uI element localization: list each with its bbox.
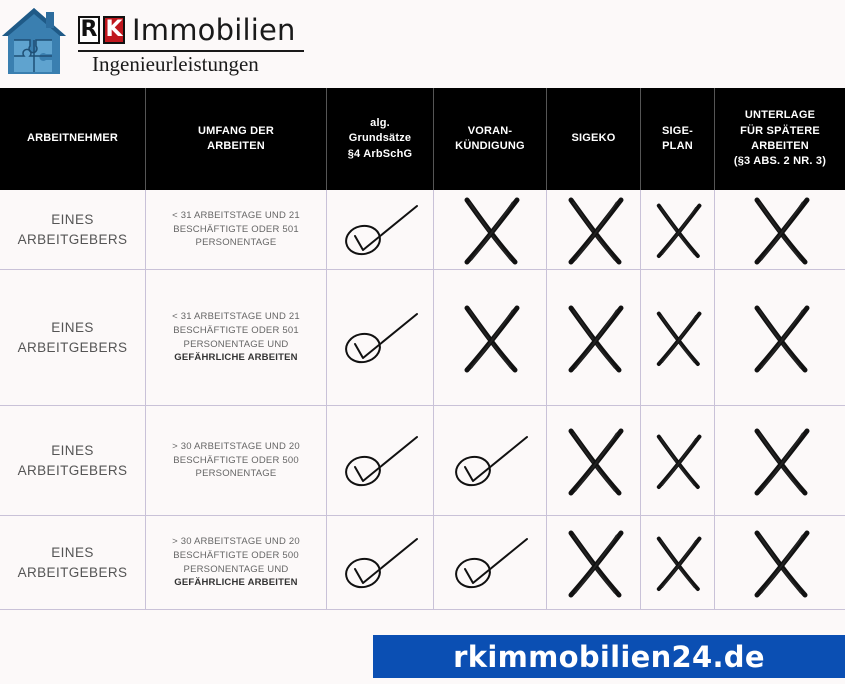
check-mark-icon — [335, 298, 425, 378]
cross-cell — [434, 190, 547, 269]
cross-cell — [641, 516, 715, 609]
check-mark-icon — [335, 523, 425, 603]
scope-text: > 30 ARBEITSTAGE UND 20 BESCHÄFTIGTE ODER 500 PERSONENTAGE UND — [172, 535, 300, 575]
table-header — [0, 88, 845, 190]
cross-mark-icon — [445, 190, 535, 270]
table-row — [0, 406, 845, 516]
check-cell — [327, 406, 434, 515]
table-body — [0, 190, 845, 610]
cross-mark-icon — [549, 421, 639, 501]
scope-bold-text: GEFÄHRLICHE ARBEITEN — [174, 352, 298, 364]
scope-text: < 31 ARBEITSTAGE UND 21 BESCHÄFTIGTE ODER 501 PERSONENTAGE — [172, 209, 300, 249]
logo-brand-name: Immobilien — [132, 13, 296, 47]
check-cell — [434, 516, 547, 609]
scope-text: < 31 ARBEITSTAGE UND 21 BESCHÄFTIGTE ODER 501 PERSONENTAGE UND — [172, 310, 300, 350]
table-row — [0, 270, 845, 406]
check-cell — [327, 270, 434, 405]
table-row — [0, 190, 845, 270]
scope-cell — [146, 190, 327, 269]
cross-cell — [547, 406, 641, 515]
scope-cell — [146, 406, 327, 515]
cross-mark-icon — [735, 523, 825, 603]
scope-text: > 30 ARBEITSTAGE UND 20 BESCHÄFTIGTE ODER 500 PERSONENTAGE — [172, 440, 300, 480]
cross-cell — [547, 516, 641, 609]
header-vorankuendigung: VORAN- KÜNDIGUNG — [434, 88, 547, 190]
cross-cell — [434, 270, 547, 405]
website-banner[interactable]: rkimmobilien24.de — [373, 635, 845, 678]
check-mark-icon — [445, 523, 535, 603]
check-cell — [434, 406, 547, 515]
scope-cell — [146, 516, 327, 609]
check-mark-icon — [335, 190, 425, 270]
employer-cell: EINES ARBEITGEBERS — [0, 406, 146, 515]
logo-subtitle: Ingenieurleistungen — [92, 52, 259, 76]
header-sigeko: SIGEKO — [547, 88, 641, 190]
puzzle-house-icon — [0, 6, 68, 76]
scope-bold-text: GEFÄHRLICHE ARBEITEN — [174, 577, 298, 589]
employer-cell: EINES ARBEITGEBERS — [0, 516, 146, 609]
cross-mark-icon — [445, 298, 535, 378]
cross-cell — [715, 406, 845, 515]
employer-cell: EINES ARBEITGEBERS — [0, 270, 146, 405]
cross-cell — [547, 190, 641, 269]
check-cell — [327, 190, 434, 269]
employer-cell: EINES ARBEITGEBERS — [0, 190, 146, 269]
cross-cell — [641, 270, 715, 405]
cross-mark-icon — [549, 190, 639, 270]
cross-mark-icon — [549, 523, 639, 603]
cross-cell — [715, 516, 845, 609]
cross-cell — [715, 190, 845, 269]
cross-mark-icon — [549, 298, 639, 378]
logo-letter-r: R — [78, 16, 100, 44]
cross-mark-icon — [641, 523, 714, 603]
cross-cell — [547, 270, 641, 405]
cross-mark-icon — [735, 190, 825, 270]
table-row — [0, 516, 845, 610]
cross-mark-icon — [641, 190, 714, 270]
check-mark-icon — [445, 421, 535, 501]
header-unterlage: UNTERLAGE FÜR SPÄTERE ARBEITEN (§3 ABS. 2 NR. 3) — [733, 109, 827, 168]
check-cell — [327, 516, 434, 609]
header-umfang: UMFANG DER ARBEITEN — [146, 88, 327, 190]
header-arbeitnehmer: ARBEITNEHMER — [0, 88, 146, 190]
company-logo — [0, 0, 320, 80]
requirements-table — [0, 88, 845, 610]
header-grundsaetze: alg. Grundsätze §4 ArbSchG — [327, 88, 434, 190]
cross-cell — [715, 270, 845, 405]
cross-mark-icon — [735, 298, 825, 378]
logo-letter-k: K — [103, 16, 125, 44]
header-sigeplan: SIGE- PLAN — [641, 88, 715, 190]
cross-cell — [641, 406, 715, 515]
cross-mark-icon — [641, 421, 714, 501]
cross-cell — [641, 190, 715, 269]
cross-mark-icon — [735, 421, 825, 501]
check-mark-icon — [335, 421, 425, 501]
scope-cell — [146, 270, 327, 405]
cross-mark-icon — [641, 298, 714, 378]
